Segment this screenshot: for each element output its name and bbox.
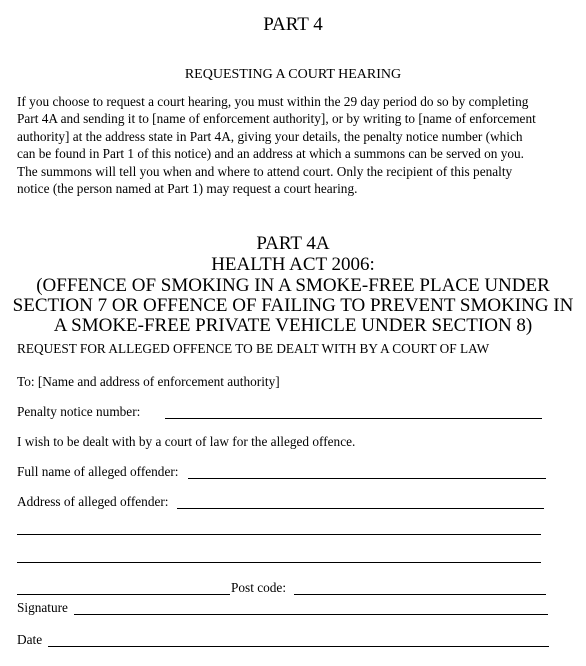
address-label: Address of alleged offender: (17, 494, 169, 509)
offence-line: A SMOKE-FREE PRIVATE VEHICLE UNDER SECTION 8) (53, 315, 533, 336)
offence-line: SECTION 7 OR OFFENCE OF FAILING TO PREVENT SMOKING IN (12, 295, 574, 316)
act-title: HEALTH ACT 2006: (211, 254, 375, 275)
paragraph-line: can be found in Part 1 of this notice) and an address at which a summons can be served on you. (17, 146, 524, 162)
signature-field[interactable] (74, 614, 548, 615)
paragraph-line: Part 4A and sending it to [name of enforcement authority], or by writing to [name of enforcement (17, 111, 536, 127)
offence-line: (OFFENCE OF SMOKING IN A SMOKE-FREE PLACE UNDER (36, 275, 550, 296)
wish-statement: I wish to be dealt with by a court of law for the alleged offence. (17, 434, 356, 449)
address-field-line-2[interactable] (17, 534, 541, 535)
full-name-field[interactable] (188, 478, 546, 479)
paragraph-line: The summons will tell you when and where to attend court. Only the recipient of this penalty (17, 163, 513, 179)
to-line: To: [Name and address of enforcement authority] (17, 374, 280, 389)
address-field-line-4[interactable] (17, 594, 230, 595)
part4a-title: PART 4A (256, 233, 330, 254)
paragraph-line: If you choose to request a court hearing, you must within the 29 day period do so by completing (17, 94, 529, 109)
part-title: PART 4 (263, 14, 323, 35)
postcode-label: Post code: (231, 580, 287, 595)
penalty-number-field[interactable] (165, 418, 542, 419)
paragraph-line: notice (the person named at Part 1) may request a court hearing. (17, 181, 358, 197)
date-field[interactable] (48, 646, 549, 647)
date-label: Date (17, 632, 43, 647)
signature-label: Signature (17, 600, 68, 615)
offence-heading (6, 276, 580, 336)
full-name-label: Full name of alleged offender: (17, 464, 179, 479)
request-heading: REQUEST FOR ALLEGED OFFENCE TO BE DEALT WITH BY A COURT OF LAW (17, 341, 490, 356)
address-field-line-3[interactable] (17, 562, 541, 563)
address-field-line-1[interactable] (177, 508, 544, 509)
paragraph-line: authority] at the address state in Part 4A, giving your details, the penalty notice number (which (17, 128, 523, 144)
requesting-title: REQUESTING A COURT HEARING (184, 67, 402, 82)
requesting-paragraph (17, 93, 570, 197)
postcode-field[interactable] (294, 594, 546, 595)
penalty-number-label: Penalty notice number: (17, 404, 141, 419)
